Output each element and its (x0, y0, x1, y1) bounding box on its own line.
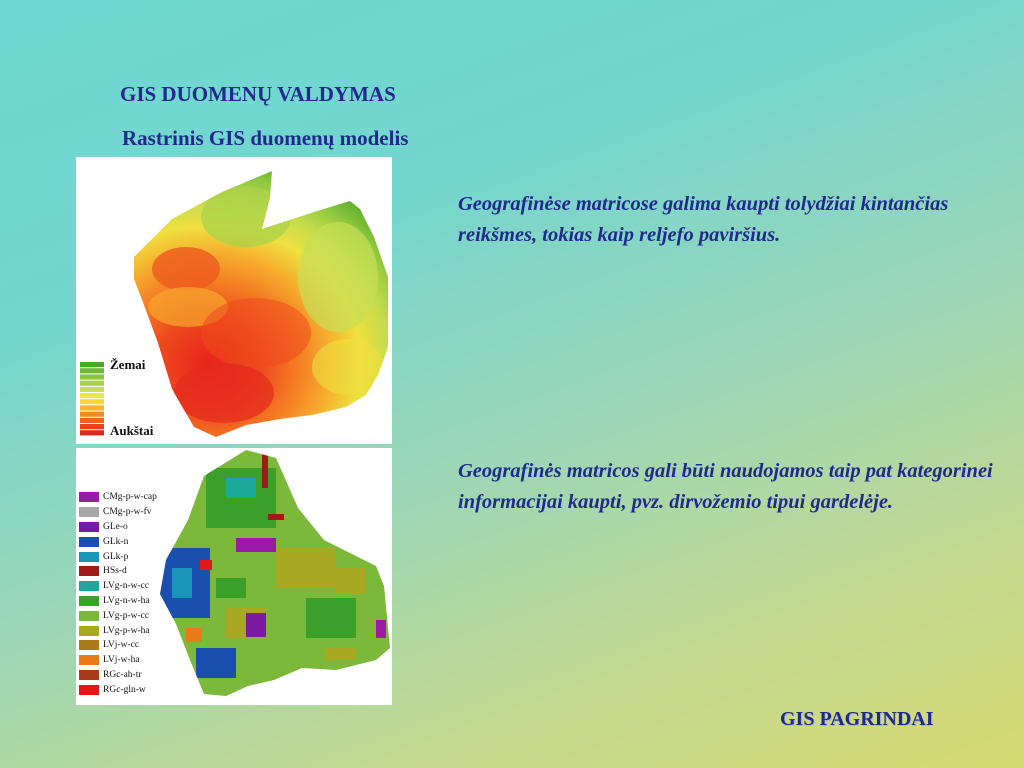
soil-legend-item (79, 638, 157, 653)
paragraph-continuous: Geografinėse matricose galima kaupti tolydžiai kintančias reikšmes, tokias kaip reljefo paviršius. (458, 193, 949, 246)
soil-legend-item (79, 668, 157, 683)
soil-legend-swatch (79, 611, 99, 621)
slide-title: GIS DUOMENŲ VALDYMAS (120, 82, 396, 106)
soil-legend-swatch (79, 581, 99, 591)
soil-legend-swatch (79, 537, 99, 547)
soil-legend-label: HSs-d (103, 566, 127, 577)
slide-subtitle: Rastrinis GIS duomenų modelis (122, 126, 409, 150)
soil-legend-item (79, 549, 157, 564)
soil-legend-swatch (79, 626, 99, 636)
soil-legend-item (79, 579, 157, 594)
soil-legend-swatch (79, 655, 99, 665)
soil-legend-label: LVg-n-w-cc (103, 581, 150, 592)
soil-legend-item (79, 653, 157, 668)
soil-legend-swatch (79, 685, 99, 695)
soil-legend-swatch (79, 552, 99, 562)
legend-high-label: Aukštai (110, 423, 154, 438)
soil-legend-label: GLk-p (103, 551, 129, 562)
soil-legend-swatch (79, 670, 99, 680)
legend-ramp-swatch (80, 412, 104, 417)
soil-legend-label: GLe-o (103, 521, 128, 532)
soil-legend-item (79, 594, 157, 609)
soil-legend-item (79, 505, 157, 520)
soil-legend-label: CMg-p-w-fv (103, 507, 152, 518)
elevation-legend-ramp (80, 362, 104, 435)
legend-ramp-swatch (80, 368, 104, 373)
legend-ramp-swatch (80, 393, 104, 398)
legend-ramp-swatch (80, 430, 104, 435)
soil-legend-item (79, 623, 157, 638)
soil-legend-swatch (79, 640, 99, 650)
soil-legend-label: LVg-p-w-cc (103, 610, 150, 621)
soil-legend-item (79, 564, 157, 579)
soil-legend-label: LVj-w-ha (103, 655, 140, 666)
legend-ramp-swatch (80, 418, 104, 423)
legend-ramp-swatch (80, 399, 104, 404)
legend-ramp-swatch (80, 424, 104, 429)
soil-raster-map (76, 448, 392, 705)
legend-low-label: Žemai (110, 357, 146, 372)
legend-ramp-swatch (80, 374, 104, 379)
legend-ramp-swatch (80, 381, 104, 386)
slide-footer: GIS PAGRINDAI (780, 708, 934, 730)
soil-legend-item (79, 608, 157, 623)
soil-legend (79, 490, 157, 697)
legend-ramp-swatch (80, 387, 104, 392)
soil-legend-item (79, 682, 157, 697)
soil-legend-label: GLk-n (103, 536, 129, 547)
soil-legend-swatch (79, 596, 99, 606)
soil-legend-swatch (79, 522, 99, 532)
legend-ramp-swatch (80, 362, 104, 367)
soil-legend-label: LVg-p-w-ha (103, 625, 150, 636)
soil-legend-label: RGc-gln-w (103, 684, 146, 695)
elevation-map-graphic (76, 157, 392, 444)
soil-legend-swatch (79, 507, 99, 517)
paragraph-categorical: Geografinės matricos gali būti naudojamos taip pat kategorinei informacijai kaupti, pvz. dirvožemio tipui gardelėje. (458, 460, 993, 513)
soil-legend-label: CMg-p-w-cap (103, 492, 157, 503)
soil-legend-item (79, 520, 157, 535)
soil-legend-label: LVg-n-w-ha (103, 595, 150, 606)
legend-ramp-swatch (80, 405, 104, 410)
soil-legend-label: LVj-w-cc (103, 640, 140, 651)
soil-legend-item (79, 490, 157, 505)
elevation-raster-map (76, 157, 392, 444)
soil-legend-swatch (79, 492, 99, 502)
soil-legend-swatch (79, 566, 99, 576)
soil-legend-label: RGc-ah-tr (103, 669, 142, 680)
soil-legend-item (79, 534, 157, 549)
